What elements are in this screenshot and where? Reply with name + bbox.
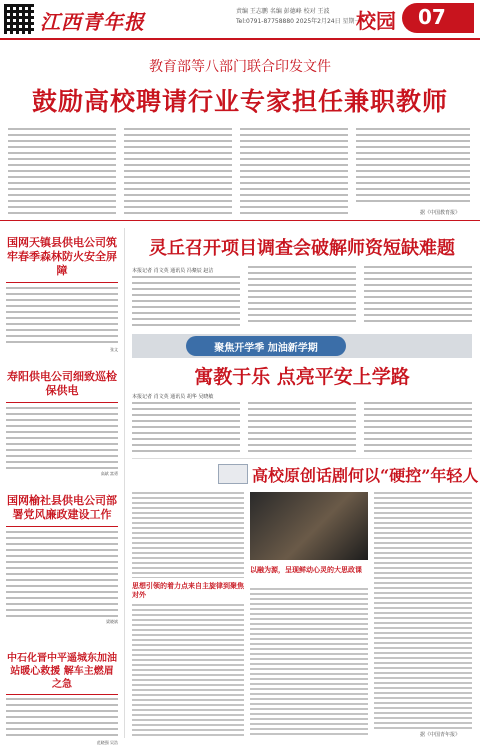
story3-body-col1 (132, 402, 240, 452)
story4-body-col3 (374, 492, 472, 730)
sidebar-item-2-rule (6, 402, 118, 403)
sidebar-item-3-author: 梁晓斌 (106, 619, 118, 624)
story4-source: 据《中国青年报》 (420, 732, 461, 738)
lead-divider (0, 220, 480, 221)
sidebar-item-1-author: 张文 (110, 347, 118, 352)
sidebar-divider (124, 228, 125, 738)
sidebar-item-2-title: 寿阳供电公司细致巡检保供电 (7, 370, 117, 397)
story4-body-col1b (132, 604, 244, 736)
sidebar-item-4 (6, 652, 118, 746)
story2-body-col1 (132, 276, 240, 326)
qr-code (4, 4, 34, 34)
story3-headline: 寓教于乐 点亮平安上学路 (194, 366, 410, 388)
sidebar-item-3-title: 国网榆社县供电公司部署党风廉政建设工作 (7, 494, 117, 521)
story3-byline: 本报记者 肖文英 通讯员 胡华 吴晓敏 (132, 394, 214, 400)
sidebar-item-4-rule (6, 694, 118, 695)
lead-body-col2 (124, 128, 232, 214)
page-number: 07 (418, 5, 446, 29)
story4-body-col2 (250, 588, 368, 736)
lead-body-col3 (240, 128, 348, 214)
lead-body-col1 (8, 128, 116, 214)
sidebar-item-2-body (6, 407, 118, 471)
sidebar-item-1-title: 国网天镇县供电公司筑牢春季森林防火安全屏障 (7, 236, 117, 277)
story4-subhead2: 思想引领的着力点来自主旋律到聚焦对外 (132, 582, 244, 599)
sidebar-item-4-author: 范晓强 吴浩 (96, 740, 118, 745)
story4-headline: 高校原创话剧何以“硬控”年轻人 (252, 466, 479, 485)
sidebar-item-1-rule (6, 282, 118, 283)
section-label: 校园 (356, 9, 396, 33)
masthead-meta-line2: Tel:0791-87758880 2025年2月24日 星期一 (236, 18, 361, 25)
sidebar-item-1-body (6, 287, 118, 347)
sidebar-item-3-rule (6, 526, 118, 527)
sidebar-item-4-body (6, 698, 118, 740)
sidebar-item-2-author: 高斌 富勇 (100, 471, 118, 476)
masthead-meta-line1: 责编 王志鹏 名编 彭德峰 校对 王波 (236, 8, 330, 15)
lead-source: 据《中国教育报》 (420, 210, 461, 216)
sidebar-item-3 (6, 494, 118, 625)
sidebar-item-1 (6, 236, 118, 353)
sidebar-item-2 (6, 370, 118, 477)
story4-subhead1: 以融为源，呈现鲜动心灵的大思政课 (250, 566, 362, 574)
story4-icon-box (218, 464, 248, 484)
story4-body-col1 (132, 492, 244, 578)
story3-body-col3 (364, 402, 472, 452)
story3-body-col2 (248, 402, 356, 452)
lead-body-col4 (356, 128, 470, 206)
lead-headline: 鼓励高校聘请行业专家担任兼职教师 (31, 87, 448, 116)
story2-body-col2 (248, 266, 356, 326)
story2-byline: 本报记者 肖文英 通讯员 冯粲辰 赵洁 (132, 268, 214, 274)
story4-photo (250, 492, 368, 560)
story3-divider (132, 458, 472, 459)
story2-body-col3 (364, 266, 472, 326)
story2-headline: 灵丘召开项目调查会破解师资短缺难题 (149, 238, 455, 259)
masthead-rule (0, 38, 480, 40)
sidebar-item-3-body (6, 531, 118, 619)
masthead-logo: 江西青年报 (40, 10, 145, 34)
sidebar-item-4-title: 中石化晋中平遥城东加油站暖心救援 解车主燃眉之急 (7, 653, 117, 690)
lead-kicker: 教育部等八部门联合印发文件 (149, 59, 331, 75)
banner-text: 聚焦开学季 加油新学期 (214, 343, 318, 354)
